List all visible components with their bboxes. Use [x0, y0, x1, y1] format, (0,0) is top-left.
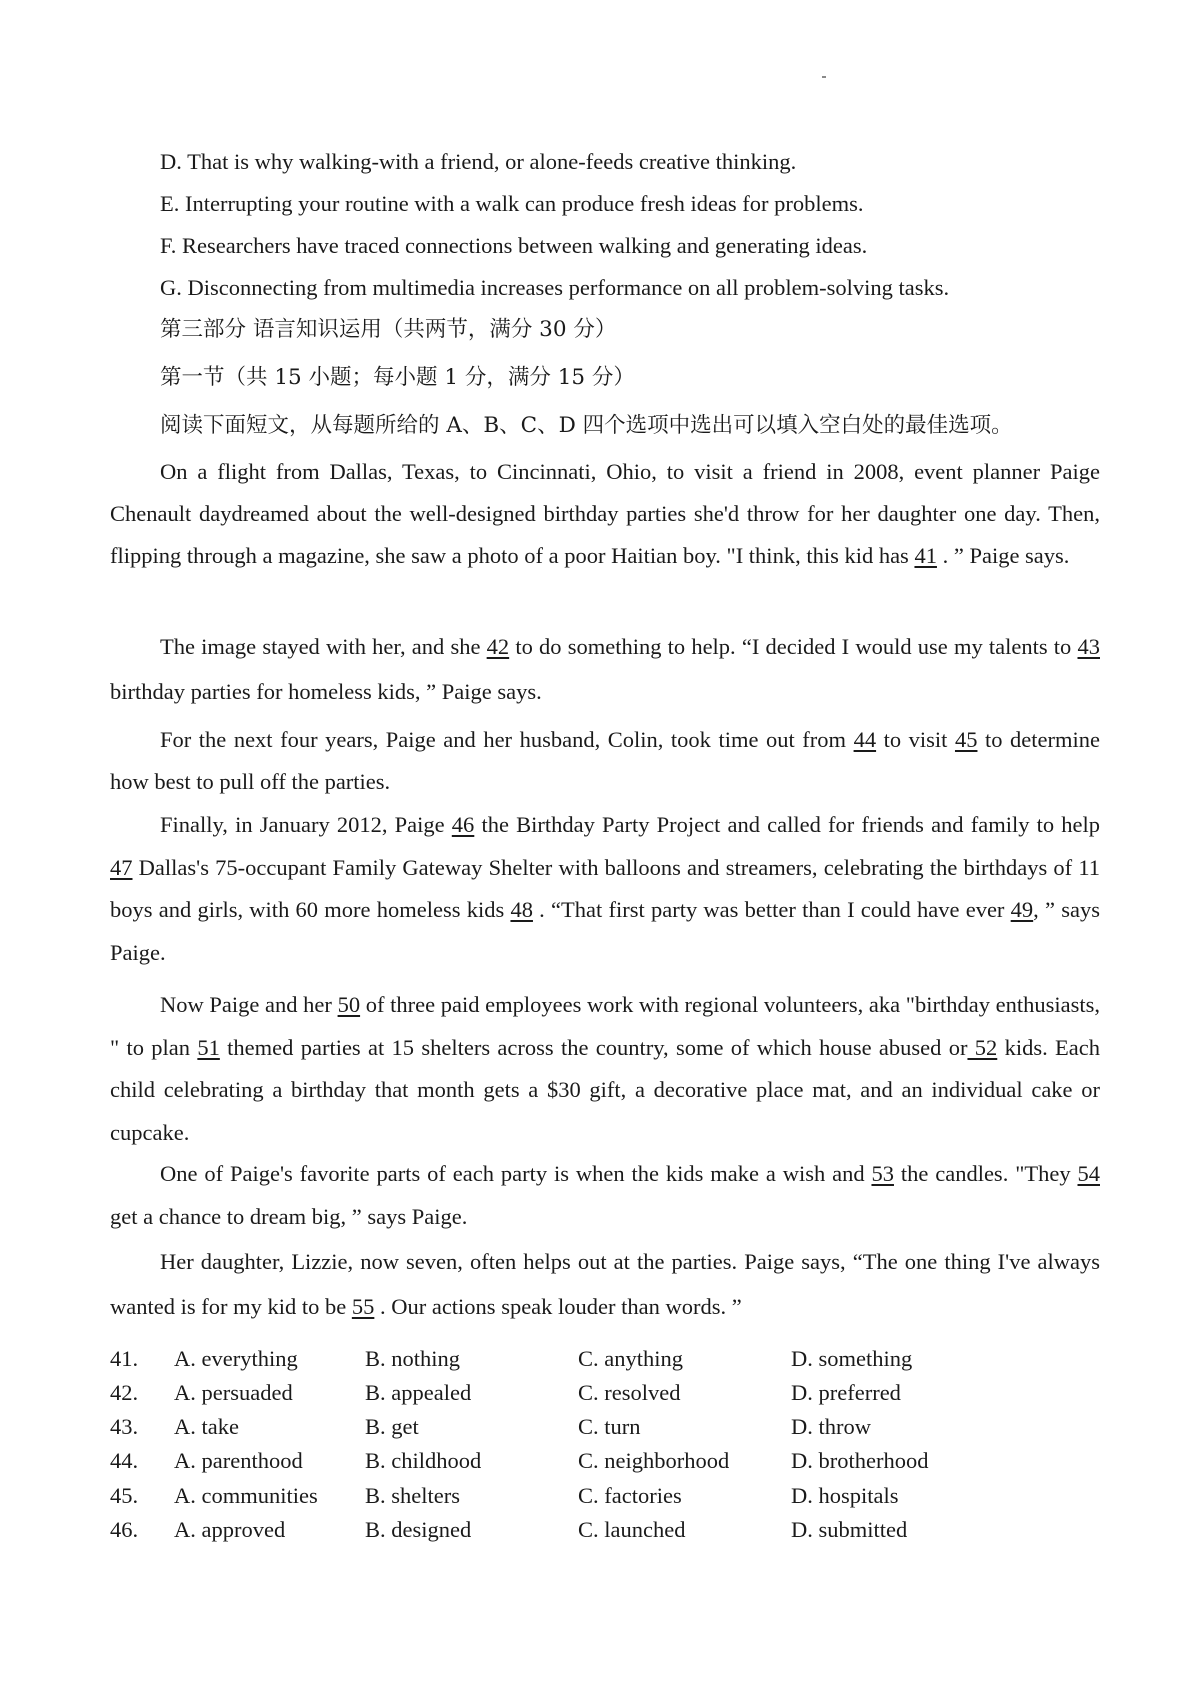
option-b: B. shelters: [365, 1483, 460, 1508]
scan-mark: [822, 76, 826, 78]
option-d: D. preferred: [791, 1380, 901, 1405]
option-d: D. brotherhood: [791, 1448, 929, 1473]
blank-47: 47: [110, 854, 133, 880]
blank-52: 52: [967, 1034, 998, 1060]
option-b: B. designed: [365, 1517, 472, 1542]
question-number: 41.: [110, 1346, 139, 1371]
option-a: A. communities: [174, 1483, 318, 1508]
blank-49: 49: [1010, 897, 1034, 922]
question-43: [110, 1411, 1100, 1443]
option-a: A. persuaded: [174, 1380, 293, 1405]
instructions: 阅读下面短文，从每题所给的 A、B、C、D 四个选项中选出可以填入空白处的最佳选项。: [160, 413, 1013, 438]
question-number: 43.: [110, 1414, 139, 1439]
part-title: 第三部分 语言知识运用（共两节，满分 30 分）: [160, 317, 617, 342]
option-b: B. get: [365, 1414, 419, 1439]
option-c: C. resolved: [578, 1380, 681, 1405]
blank-55: 55: [351, 1294, 375, 1319]
option-a: A. approved: [174, 1517, 286, 1542]
option-d: D. throw: [791, 1414, 871, 1439]
blank-44: 44: [853, 727, 877, 752]
option-b: B. appealed: [365, 1380, 472, 1405]
passage-paragraph-5: Now Paige and her 50 of three paid employees work with regional volunteers, aka "birthday enthusiasts, " to plan 51 themed parties at 15 shelters across the country, some of which house abused or 52 kids. Each child celebrating a birthday that month gets a $30 gift, a decorative place mat, and an individual cake or cupcake.: [110, 992, 1100, 1145]
blank-41: 41: [914, 543, 937, 568]
blank-50: 50: [337, 992, 361, 1017]
question-number: 44.: [110, 1448, 139, 1473]
question-number: 45.: [110, 1483, 139, 1508]
passage-paragraph-6: One of Paige's favorite parts of each party is when the kids make a wish and 53 the candles. "They 54 get a chance to dream big, ” says Paige.: [110, 1161, 1100, 1229]
blank-42: 42: [486, 634, 510, 659]
option-b: B. childhood: [365, 1448, 482, 1473]
question-number: 42.: [110, 1380, 139, 1405]
blank-46: 46: [451, 812, 475, 837]
question-41: [110, 1343, 1100, 1375]
passage-paragraph-2: The image stayed with her, and she 42 to do something to help. “I decided I would use my talents to 43 birthday parties for homeless kids, ” Paige says.: [110, 634, 1100, 704]
option-c: C. anything: [578, 1346, 683, 1371]
option-f-prev: F. Researchers have traced connections between walking and generating ideas.: [160, 233, 868, 258]
option-d: D. submitted: [791, 1517, 908, 1542]
question-42: [110, 1377, 1100, 1409]
option-a: A. take: [174, 1414, 239, 1439]
passage-paragraph-1: On a flight from Dallas, Texas, to Cincinnati, Ohio, to visit a friend in 2008, event planner Paige Chenault daydreamed about the well-designed birthday parties she'd throw for her daughter one day. Then, flipping through a magazine, she saw a photo of a poor Haitian boy. "I think, this kid has 41 . ” Paige says.: [110, 459, 1100, 568]
blank-43: 43: [1077, 634, 1100, 659]
option-d: D. hospitals: [791, 1483, 899, 1508]
passage-paragraph-7: Her daughter, Lizzie, now seven, often helps out at the parties. Paige says, “The one thing I've always wanted is for my kid to be 55 . Our actions speak louder than words. ”: [110, 1249, 1100, 1319]
blank-54: 54: [1077, 1161, 1100, 1186]
option-c: C. factories: [578, 1483, 682, 1508]
option-c: C. launched: [578, 1517, 686, 1542]
option-a: A. everything: [174, 1346, 298, 1371]
passage-paragraph-3: For the next four years, Paige and her husband, Colin, took time out from 44 to visit 45 to determine how best to pull off the parties.: [110, 727, 1101, 794]
option-c: C. turn: [578, 1414, 641, 1439]
option-g-prev: G. Disconnecting from multimedia increases performance on all problem-solving tasks.: [160, 275, 950, 300]
option-c: C. neighborhood: [578, 1448, 730, 1473]
question-number: 46.: [110, 1517, 139, 1542]
option-a: A. parenthood: [174, 1448, 303, 1473]
blank-45: 45: [954, 727, 978, 752]
option-b: B. nothing: [365, 1346, 461, 1371]
passage-paragraph-4: Finally, in January 2012, Paige 46 the Birthday Party Project and called for friends and family to help 47 Dallas's 75-occupant Family Gateway Shelter with balloons and streamers, celebrating the birthdays of 11 boys and girls, with 60 more homeless kids 48 . “That first party was better than I could have ever 49, ” says Paige.: [110, 812, 1100, 965]
option-e-prev: E. Interrupting your routine with a walk can produce fresh ideas for problems.: [160, 191, 864, 216]
blank-53: 53: [871, 1161, 894, 1186]
section-title: 第一节（共 15 小题；每小题 1 分，满分 15 分）: [160, 365, 635, 390]
question-45: [110, 1480, 1100, 1512]
question-44: [110, 1445, 1100, 1477]
blank-48: 48: [510, 897, 533, 922]
question-46: [110, 1514, 1100, 1546]
blank-51: 51: [197, 1034, 220, 1060]
option-d-prev: D. That is why walking-with a friend, or alone-feeds creative thinking.: [160, 149, 797, 174]
option-d: D. something: [791, 1346, 913, 1371]
